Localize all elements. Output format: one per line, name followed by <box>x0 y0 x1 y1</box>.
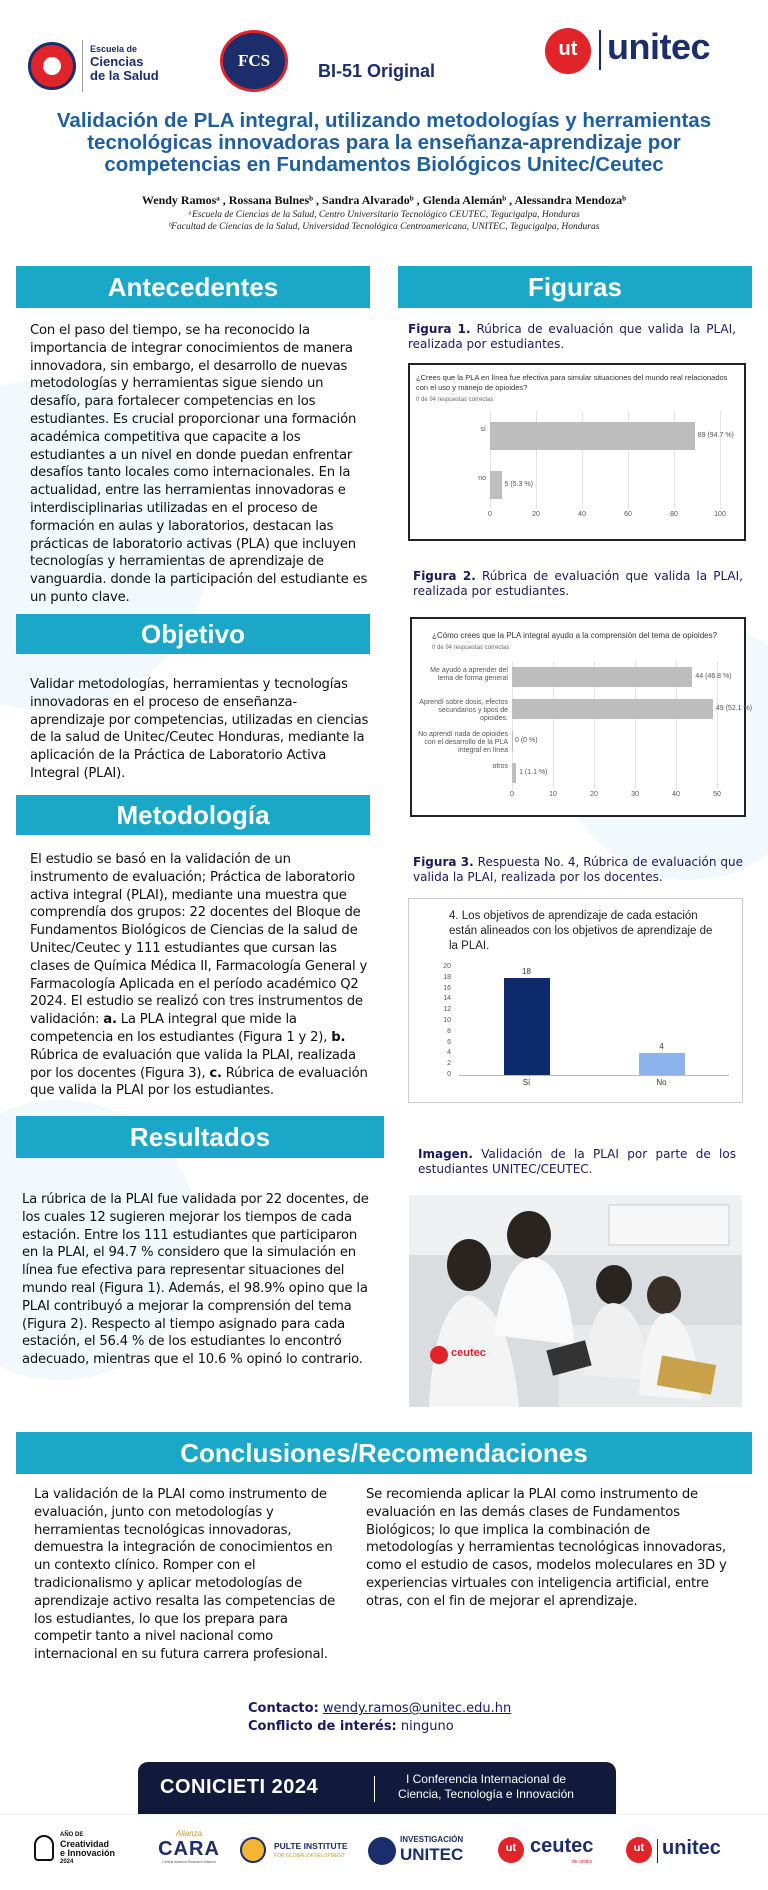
fig2-category-label: No aprendí nada de opioides con el desarrollo de la PLA integral en línea <box>418 731 508 754</box>
item-b-label: b. <box>331 1029 346 1045</box>
fig2-category-label: Aprendí sobre dosis, efectos secundarios y tipos de opioides. <box>419 699 508 722</box>
cara-logo <box>154 1829 224 1879</box>
lightbulb-icon <box>34 1835 54 1861</box>
ceutec-logo <box>498 1833 608 1869</box>
fig2-question: ¿Cómo crees que la PLA integral ayudo a la comprensión del tema de opioides? <box>432 631 718 640</box>
fig3-question: 4. Los objetivos de aprendizaje de cada estación están alineados con los objetivos de aprendizaje de la PLAI. <box>449 910 713 952</box>
pulte-main: PULTE INSTITUTE <box>274 1841 348 1851</box>
fig3-data-label: 18 <box>522 966 531 976</box>
item-c-label: c. <box>209 1065 222 1081</box>
fig2-value-label: 1 (1.1 %) <box>519 769 548 776</box>
creatividad-line1: AÑO DE <box>60 1832 84 1838</box>
fcs-logo-text: FCS <box>237 51 271 70</box>
fig1-category-label: no <box>478 474 486 482</box>
students-photo-illustration <box>409 1195 742 1407</box>
antecedentes-text: Con el paso del tiempo, se ha reconocido la importancia de integrar conocimientos de manera innovadora, sin embargo, el desarrollo de nuevas metodologías y herramientas sigue siendo un desafío, para fortalecer competencias en los estudiantes. Es crucial proporcionar una formación académica competitiva que capacite a los estudiantes a un nivel en donde puedan enfrentar desafíos tanto locales como internacionales. En la actualidad, entre las herramientas innovadoras e interdisciplinarias utilizadas en el proceso de formación en aulas y laboratorios, destacan las prácticas de laboratorio activas (PLA) que incluyen tecnologías y herramientas de aprendizaje de vanguardia. donde la participación del estudiante es un punto clave. <box>30 323 368 605</box>
ceutec-icon: ut <box>498 1837 524 1863</box>
item-a-label: a. <box>103 1012 117 1028</box>
item-a-text: La PLA integral que mide la competencia en los estudiantes (Figura 1 y 2), <box>30 1012 328 1045</box>
school-logo-line3: de la Salud <box>90 68 159 83</box>
fig1-tick-label: 80 <box>670 511 678 518</box>
school-logo <box>28 40 178 92</box>
fig3-bar <box>639 1053 685 1075</box>
fig1-value-label: 5 (5.3 %) <box>504 480 533 488</box>
fig1-tick-label: 100 <box>714 511 726 518</box>
fig2-value-label: 44 (46.8 %) <box>695 673 732 680</box>
image-label: Imagen. <box>418 1147 473 1161</box>
investigacion-icon <box>368 1837 396 1865</box>
fig1-label: Figura 1. <box>408 322 471 336</box>
unitec-footer-logo <box>626 1833 736 1869</box>
fig2-value-label: 49 (52.1 %) <box>715 705 753 712</box>
resultados-header <box>16 1116 384 1158</box>
fig1-subtitle: 0 de 94 respuestas correctas <box>416 397 494 403</box>
investigacion-logo <box>368 1833 478 1869</box>
creatividad-logo <box>34 1831 134 1875</box>
investigacion-top: INVESTIGACIÓN <box>400 1835 464 1844</box>
cara-top: Alianza <box>175 1829 203 1838</box>
fig2-label: Figura 2. <box>413 569 476 583</box>
fig2-tick-label: 0 <box>510 791 514 798</box>
figure-2-chart <box>410 617 753 817</box>
figure-1-chart <box>408 363 746 541</box>
school-logo-line2: Ciencias <box>90 54 144 69</box>
fig3-axis <box>459 1075 729 1076</box>
fig3-tick-label: 0 <box>447 1071 451 1078</box>
fig1-question: ¿Crees que la PLA en línea fue efectiva para simular situaciones del mundo real relacionados con el uso y manejo de opioides? <box>416 373 728 392</box>
fig2-tick-label: 50 <box>713 791 721 798</box>
fig2-caption-text: Rúbrica de evaluación que valida la PLAI, realizada por estudiantes. <box>413 569 743 598</box>
fig3-tick-label: 10 <box>443 1017 451 1024</box>
fcs-logo <box>220 30 288 92</box>
fig3-bar <box>504 978 550 1075</box>
pulte-logo <box>240 1833 360 1869</box>
fig2-bar <box>512 731 513 750</box>
pulte-sub: FOR GLOBAL DEVELOPMENT <box>274 1853 345 1859</box>
fig3-caption <box>413 855 743 885</box>
fig3-tick-label: 20 <box>443 963 451 970</box>
conclusiones-title: Conclusiones/Recomendaciones <box>180 1438 588 1468</box>
fig3-caption-text: Respuesta No. 4, Rúbrica de evaluación que valida la PLAI, realizada por los docentes. <box>413 855 744 884</box>
affiliation-b: ᵇFacultad de Ciencias de la Salud, Universidad Tecnológica Centroamericana, UNITEC, Tegucigalpa, Honduras <box>168 222 600 232</box>
figuras-title: Figuras <box>528 272 622 302</box>
fig3-tick-label: 2 <box>447 1060 451 1068</box>
ceutec-main: ceutec <box>530 1835 594 1857</box>
fig2-bar <box>512 763 516 782</box>
conclusiones-right: Se recomienda aplicar la PLAI como instrumento de evaluación en las demás clases de Fundamentos Biológicos; lo que implica la combinación de metodologías y herramientas tecnológicas innovadoras, como el estudio de casos, modelos moleculares en 3D y experiencias virtuales con inteligencia artificial, entre otras, con el fin de mejorar el aprendizaje. <box>366 1487 727 1609</box>
fig3-data-label: 4 <box>659 1042 664 1052</box>
conclusiones-header <box>16 1432 752 1474</box>
metodologia-intro: El estudio se basó en la validación de un instrumento de evaluación; Práctica de laboratorio activa integral (PLAI), mediante una muestra que comprendía dos grupos: 22 docentes del Bloque de Fundamentos Biológicos de Ciencias de la salud de Unitec/Ceutec y 111 estudiantes que cursan las clases de Química Médica II, Farmacología General y Farmacología Aplicada en el período académico Q2 2024. El estudio se realizó con tres instrumentos de validación: <box>30 852 368 1028</box>
ceutec-sub: de unitec <box>572 1859 593 1865</box>
affiliation-a: ᵃEscuela de Ciencias de la Salud, Centro Universitario Tecnológico CEUTEC, Tegucigalpa, Honduras <box>188 210 580 220</box>
metodologia-header <box>16 795 370 835</box>
unitec-logo-icon: ut <box>545 28 591 74</box>
fig3-category-label: No <box>656 1078 667 1087</box>
item-c-text: Rúbrica de evaluación que valida la PLAI por los estudiantes. <box>30 1065 368 1099</box>
fig2-category-label: Me ayudó a aprender del tema de forma general <box>430 667 508 682</box>
school-logo-icon <box>28 42 76 90</box>
fig2-gridline <box>717 661 718 789</box>
fig3-tick-label: 16 <box>443 984 451 992</box>
fig1-bar <box>490 471 502 499</box>
fig1-bar <box>490 422 695 450</box>
fig1-tick-label: 40 <box>578 511 586 518</box>
fig3-tick-label: 14 <box>443 995 451 1003</box>
cara-main: CARA <box>158 1838 220 1860</box>
fig1-tick-label: 20 <box>532 511 540 518</box>
figuras-header <box>398 266 752 308</box>
metodologia-text <box>30 851 370 1100</box>
unitec-logo-text: unitec <box>607 26 711 67</box>
fig3-tick-label: 18 <box>443 973 451 981</box>
conflict-value: ninguno <box>400 1719 454 1734</box>
fig3-plot-area <box>437 963 737 1087</box>
unitec-footer-icon: ut <box>626 1837 652 1863</box>
resultados-title: Resultados <box>129 1122 271 1152</box>
fig3-tick-label: 4 <box>447 1049 451 1057</box>
code-tag: BI-51 Original <box>318 61 436 81</box>
fig2-tick-label: 10 <box>549 791 557 798</box>
contact-email[interactable]: wendy.ramos@unitec.edu.hn <box>322 1701 512 1716</box>
image-caption-text: Validación de la PLAI por parte de los estudiantes UNITEC/CEUTEC. <box>418 1147 736 1176</box>
poster-title: Validación de PLA integral, utilizando metodologías y herramientas tecnológicas innovadoras para la enseñanza-aprendizaje por competencias en Fundamentos Biológicos Unitec/Ceutec <box>56 109 712 176</box>
fig2-tick-label: 30 <box>631 791 639 798</box>
fig1-value-label: 89 (94.7 %) <box>697 431 734 439</box>
fig2-category-label: otros <box>492 763 508 770</box>
antecedentes-title: Antecedentes <box>107 272 279 302</box>
pulte-icon <box>240 1837 266 1863</box>
investigacion-main: UNITEC <box>400 1845 464 1864</box>
fig2-tick-label: 40 <box>672 791 680 798</box>
fig2-bar <box>512 699 713 718</box>
contact-label: Contacto: <box>248 1701 319 1716</box>
metodologia-title: Metodología <box>116 800 270 830</box>
image-caption <box>418 1147 736 1177</box>
item-b-text: Rúbrica de evaluación que valida la PLAI, realizada por los docentes (Figura 3), <box>30 1047 356 1081</box>
cara-sub: Central America Research Alliance <box>162 1860 216 1864</box>
conference-banner <box>138 1762 616 1814</box>
unitec-footer-text: unitec <box>662 1837 721 1859</box>
footer-logos <box>0 1814 768 1890</box>
conference-name: CONICIETI 2024 <box>160 1776 319 1798</box>
fig2-plot-area <box>418 661 753 801</box>
unitec-logo <box>545 26 745 74</box>
fig2-tick-label: 20 <box>590 791 598 798</box>
fig1-category-label: sí <box>480 425 486 433</box>
objetivo-header <box>16 614 370 654</box>
fig1-plot-area <box>478 411 734 521</box>
creatividad-line2: Creatividad <box>60 1839 110 1849</box>
photo-shirt-label: ceutec <box>451 1347 486 1359</box>
fig2-subtitle: 0 de 94 respuestas correctas <box>432 645 510 651</box>
fig1-tick-label: 0 <box>488 511 492 518</box>
fig1-caption <box>408 322 736 352</box>
fig3-label: Figura 3. <box>413 855 474 869</box>
figure-3-chart <box>408 898 743 1103</box>
objetivo-title: Objetivo <box>140 619 245 649</box>
resultados-text: La rúbrica de la PLAI fue validada por 22 docentes, de los cuales 12 sugieren mejorar los tiempos de cada estación. Entre los 111 estudiantes que participaron en la PLAI, el 94.7 % considero que la simulación en línea fue efectiva para representar situaciones del mundo real (Figura 1). Además, el 98.9% opino que la PLAI contribuyó a mejorar la comprensión del tema (Figura 2). Respecto al tiempo asignado para cada estación, el 56.4 % de los estudiantes lo encontró adecuado, mientras que el 10.6 % opinó lo contrario. <box>22 1192 369 1368</box>
fig1-gridline <box>720 411 721 509</box>
fig3-tick-label: 6 <box>447 1038 451 1046</box>
students-photo <box>409 1195 742 1407</box>
creatividad-line4: 2024 <box>60 1859 74 1865</box>
authors: Wendy Ramosᵃ , Rossana Bulnesᵇ , Sandra Alvaradoᵇ , Glenda Alemánᵇ , Alessandra Mendozaᵇ <box>141 193 627 207</box>
conflict-label: Conflicto de interés: <box>248 1719 397 1734</box>
fig3-tick-label: 12 <box>443 1006 451 1014</box>
fig2-bar <box>512 667 692 686</box>
fig3-category-label: Sí <box>522 1078 531 1087</box>
creatividad-line3: e Innovación <box>60 1848 116 1858</box>
fig1-tick-label: 60 <box>624 511 632 518</box>
conference-subtitle-1: I Conferencia Internacional de <box>405 1772 567 1786</box>
conclusiones-left: La validación de la PLAI como instrumento de evaluación, junto con metodologías y herramientas tecnológicas innovadoras, demuestra la integración de conocimientos en un contexto clínico. Romper con el tradicionalismo y aplicar metodologías de aprendizaje activo resalta las competencias de los estudiantes, lo que los prepara para competir tanto a nivel nacional como internacional en su futura carrera profesional. <box>34 1487 336 1663</box>
fig1-caption-text: Rúbrica de evaluación que valida la PLAI, realizada por estudiantes. <box>408 322 736 351</box>
fig2-value-label: 0 (0 %) <box>515 737 538 744</box>
conference-subtitle-2: Ciencia, Tecnología e Innovación <box>398 1787 574 1801</box>
fig3-tick-label: 8 <box>447 1027 451 1035</box>
school-logo-line1: Escuela de <box>90 44 138 54</box>
objetivo-text: Validar metodologías, herramientas y tecnologías innovadoras en el proceso de enseñanza-aprendizaje por competencias, utilizadas en ciencias de la salud de Unitec/Ceutec Honduras, mediante la aplicación de la Práctica de Laboratorio Activa Integral (PLAI). <box>30 677 369 781</box>
contact-block <box>248 1700 511 1736</box>
fig2-caption <box>413 569 743 599</box>
antecedentes-header <box>16 266 370 308</box>
